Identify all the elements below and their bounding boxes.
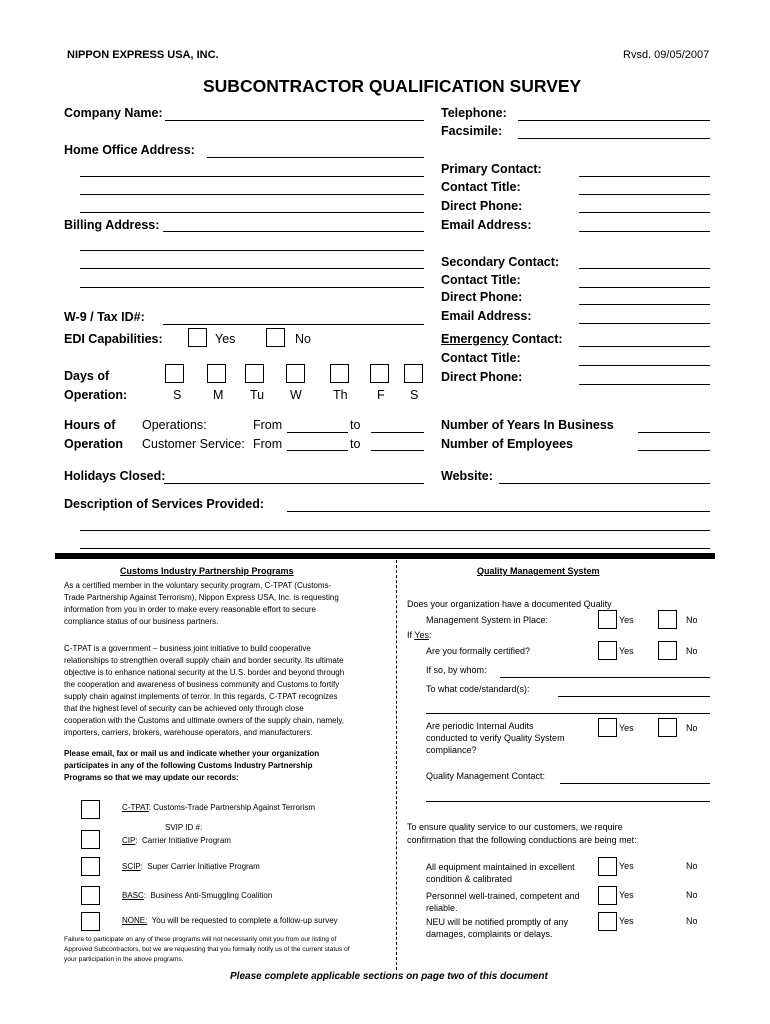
day-label-s: S xyxy=(173,388,182,402)
days-label-1: Days of xyxy=(64,369,110,383)
company-name-input[interactable] xyxy=(165,120,424,121)
if-yes-word: Yes xyxy=(414,630,430,640)
number-of-employees-label: Number of Employees xyxy=(441,437,573,451)
primary-contact-title-label: Contact Title: xyxy=(441,180,521,194)
condition-3-line2: damages, complaints or delays. xyxy=(426,929,553,939)
ensure-text-1: To ensure quality service to our customers, we require xyxy=(407,822,623,832)
secondary-contact-title-input[interactable] xyxy=(579,287,710,288)
ctpat-text-4: the cooperation and awareness of business community and Customs to fortify xyxy=(64,680,340,689)
condition-3-line1: NEU will be notified promptly of any xyxy=(426,917,569,927)
section-divider xyxy=(55,553,715,559)
years-in-business-input[interactable] xyxy=(638,432,710,433)
none-desc: You will be requested to complete a follow-up survey xyxy=(147,916,338,925)
customs-intro-2: Trade Partnership Against Terrorism), Nippon Express USA, Inc. is requesting xyxy=(64,593,339,602)
code-standard-input[interactable] xyxy=(558,696,710,697)
customs-footnote-2: Approved Subcontractors, but we are requesting that you formally notify us of the current status of xyxy=(64,946,350,953)
billing-address-line-4[interactable] xyxy=(80,287,424,288)
column-divider xyxy=(396,560,397,970)
q1-yes-label: Yes xyxy=(619,615,634,625)
ctpat-text-8: importers, carriers, brokers, warehouse operators, and manufacturers. xyxy=(64,728,313,737)
secondary-direct-phone-input[interactable] xyxy=(579,304,710,305)
scip-program xyxy=(122,861,260,872)
day-friday-checkbox[interactable] xyxy=(370,364,389,383)
description-services-label: Description of Services Provided: xyxy=(64,497,265,511)
day-label-f: F xyxy=(377,388,385,402)
q2-yes-checkbox[interactable] xyxy=(598,641,617,660)
day-label-m: M xyxy=(213,388,224,402)
emergency-contact-label xyxy=(441,332,563,346)
quality-contact-input[interactable] xyxy=(560,783,710,784)
emergency-direct-phone-input[interactable] xyxy=(579,384,710,385)
home-office-address-line-3[interactable] xyxy=(80,194,424,195)
if-yes-prefix: If xyxy=(407,630,415,640)
telephone-label: Telephone: xyxy=(441,106,507,120)
website-input[interactable] xyxy=(499,483,710,484)
operations-label: Operations: xyxy=(142,418,207,432)
operations-from-label: From xyxy=(253,418,283,432)
basc-program xyxy=(122,890,272,901)
c2-no-label: No xyxy=(686,890,698,900)
home-office-address-label: Home Office Address: xyxy=(64,143,195,157)
primary-email-label: Email Address: xyxy=(441,218,532,232)
years-in-business-label: Number of Years In Business xyxy=(441,418,614,432)
edi-no-checkbox[interactable] xyxy=(266,328,285,347)
emergency-contact-title-input[interactable] xyxy=(579,365,710,366)
day-sunday-checkbox[interactable] xyxy=(165,364,184,383)
quality-q1-line2: Management System in Place: xyxy=(426,615,549,625)
ensure-text-2: confirmation that the following conductions are being met: xyxy=(407,835,637,845)
edi-yes-checkbox[interactable] xyxy=(188,328,207,347)
q5-yes-checkbox[interactable] xyxy=(598,718,617,737)
emergency-contact-word: Contact: xyxy=(508,332,563,346)
quality-contact-line-2[interactable] xyxy=(426,801,710,802)
q1-yes-checkbox[interactable] xyxy=(598,610,617,629)
edi-no-label: No xyxy=(295,332,311,346)
basc-checkbox[interactable] xyxy=(81,886,100,905)
primary-contact-label: Primary Contact: xyxy=(441,162,542,176)
if-yes-label xyxy=(407,630,432,640)
quality-q6: Quality Management Contact: xyxy=(426,771,546,781)
customer-service-from-input[interactable] xyxy=(287,450,348,451)
condition-1-line1: All equipment maintained in excellent xyxy=(426,862,575,872)
secondary-contact-input[interactable] xyxy=(579,268,710,269)
none-code: NONE: xyxy=(122,916,148,925)
q2-yes-label: Yes xyxy=(619,646,634,656)
day-label-th: Th xyxy=(333,388,348,402)
cip-program xyxy=(122,835,231,846)
billing-address-label: Billing Address: xyxy=(64,218,160,232)
q1-no-checkbox[interactable] xyxy=(658,610,677,629)
code-standard-line-2[interactable] xyxy=(426,713,710,714)
primary-contact-input[interactable] xyxy=(579,176,710,177)
q5-yes-label: Yes xyxy=(619,723,634,733)
c3-yes-checkbox[interactable] xyxy=(598,912,617,931)
holidays-closed-label: Holidays Closed: xyxy=(64,469,166,483)
ctpat-text-1: C-TPAT is a government – business joint initiative to build cooperative xyxy=(64,644,311,653)
none-checkbox[interactable] xyxy=(81,912,100,931)
company-header: NIPPON EXPRESS USA, INC. xyxy=(67,49,219,61)
ctpat-text-6: that the highest level of security can be achieved only through close xyxy=(64,704,304,713)
c3-no-label: No xyxy=(686,916,698,926)
secondary-contact-label: Secondary Contact: xyxy=(441,255,560,269)
customs-intro-4: compliance status of our business partners. xyxy=(64,617,219,626)
customer-service-from-label: From xyxy=(253,437,283,451)
cip-checkbox[interactable] xyxy=(81,830,100,849)
holidays-closed-input[interactable] xyxy=(164,483,424,484)
customs-intro-3: information from you in order to make every reasonable effort to secure xyxy=(64,605,316,614)
billing-address-line-2[interactable] xyxy=(80,250,424,251)
q5-no-checkbox[interactable] xyxy=(658,718,677,737)
if-yes-suffix: : xyxy=(429,630,432,640)
tax-id-input[interactable] xyxy=(163,324,424,325)
secondary-email-input[interactable] xyxy=(579,323,710,324)
quality-q4: To what code/standard(s): xyxy=(426,684,530,694)
quality-q5-1: Are periodic Internal Audits xyxy=(426,721,534,731)
customs-intro-1: As a certified member in the voluntary security program, C-TPAT (Customs- xyxy=(64,581,332,590)
facsimile-input[interactable] xyxy=(518,138,710,139)
days-label-2: Operation: xyxy=(64,388,128,402)
website-label: Website: xyxy=(441,469,493,483)
customs-request-2: participates in any of the following Customs Industry Partnership xyxy=(64,761,313,770)
cip-code: CIP xyxy=(122,836,136,845)
c2-yes-checkbox[interactable] xyxy=(598,886,617,905)
none-program xyxy=(122,915,338,926)
scip-desc: : Super Carrier Initiative Program xyxy=(140,862,260,871)
condition-2-line2: reliable. xyxy=(426,903,458,913)
ctpat-code: C-TPAT xyxy=(122,803,149,812)
day-tuesday-checkbox[interactable] xyxy=(245,364,264,383)
description-services-input[interactable] xyxy=(287,511,710,512)
scip-checkbox[interactable] xyxy=(81,857,100,876)
quality-q5-3: compliance? xyxy=(426,745,477,755)
customs-heading: Customs Industry Partnership Programs xyxy=(120,566,294,576)
primary-direct-phone-input[interactable] xyxy=(579,212,710,213)
c3-yes-label: Yes xyxy=(619,916,634,926)
ctpat-program xyxy=(122,802,315,813)
home-office-address-input[interactable] xyxy=(207,157,424,158)
primary-email-input[interactable] xyxy=(579,231,710,232)
basc-code: BASC xyxy=(122,891,144,900)
day-thursday-checkbox[interactable] xyxy=(330,364,349,383)
company-name-label: Company Name: xyxy=(64,106,163,120)
quality-q2: Are you formally certified? xyxy=(426,646,531,656)
q2-no-checkbox[interactable] xyxy=(658,641,677,660)
customer-service-to-input[interactable] xyxy=(371,450,424,451)
emergency-contact-title-label: Contact Title: xyxy=(441,351,521,365)
quality-heading: Quality Management System xyxy=(477,566,600,576)
primary-direct-phone-label: Direct Phone: xyxy=(441,199,523,213)
billing-address-line-3[interactable] xyxy=(80,268,424,269)
secondary-email-label: Email Address: xyxy=(441,309,532,323)
quality-q3: If so, by whom: xyxy=(426,665,487,675)
condition-1-line2: condition & calibrated xyxy=(426,874,513,884)
customs-footnote-1: Failure to participate on any of these programs will not necessarily omit you from our listing of xyxy=(64,936,337,943)
quality-q5-2: conducted to verify Quality System xyxy=(426,733,565,743)
ctpat-text-3: objective is to enhance national security at the U.S. border and beyond through xyxy=(64,668,345,677)
c1-yes-label: Yes xyxy=(619,861,634,871)
tax-id-label: W-9 / Tax ID#: xyxy=(64,310,145,324)
number-of-employees-input[interactable] xyxy=(638,450,710,451)
q2-no-label: No xyxy=(686,646,698,656)
customer-service-label: Customer Service: xyxy=(142,437,245,451)
svip-label: SVIP ID #: xyxy=(165,823,203,832)
certified-by-input[interactable] xyxy=(500,677,710,678)
description-services-line-3[interactable] xyxy=(80,548,710,549)
c1-no-label: No xyxy=(686,861,698,871)
day-label-tu: Tu xyxy=(250,388,265,402)
billing-address-input[interactable] xyxy=(163,231,424,232)
c2-yes-label: Yes xyxy=(619,890,634,900)
customer-service-to-label: to xyxy=(350,437,361,451)
cip-desc: : Carrier Initiative Program xyxy=(135,836,231,845)
edi-capabilities-label: EDI Capabilities: xyxy=(64,332,163,346)
telephone-input[interactable] xyxy=(518,120,710,121)
ctpat-checkbox[interactable] xyxy=(81,800,100,819)
c1-yes-checkbox[interactable] xyxy=(598,857,617,876)
q1-no-label: No xyxy=(686,615,698,625)
day-label-w: W xyxy=(290,388,302,402)
ctpat-text-7: cooperation with the Customs and ultimate owners of the supply chain, namely, xyxy=(64,716,344,725)
ctpat-text-2: relationships to strengthen overall supply chain and border security. Its ultimate xyxy=(64,656,344,665)
day-saturday-checkbox[interactable] xyxy=(404,364,423,383)
operations-from-input[interactable] xyxy=(287,432,348,433)
operations-to-input[interactable] xyxy=(371,432,424,433)
operations-to-label: to xyxy=(350,418,361,432)
facsimile-label: Facsimile: xyxy=(441,124,503,138)
hours-label-1: Hours of xyxy=(64,418,116,432)
day-label-s2: S xyxy=(410,388,419,402)
quality-q1-line1: Does your organization have a documented Quality xyxy=(407,599,612,609)
emergency-word: Emergency xyxy=(441,332,509,346)
day-monday-checkbox[interactable] xyxy=(207,364,226,383)
primary-contact-title-input[interactable] xyxy=(579,194,710,195)
footer-note: Please complete applicable sections on page two of this document xyxy=(230,971,548,982)
page-title: SUBCONTRACTOR QUALIFICATION SURVEY xyxy=(203,76,582,96)
q5-no-label: No xyxy=(686,723,698,733)
customs-footnote-3: your participation in the above programs. xyxy=(64,956,184,963)
home-office-address-line-2[interactable] xyxy=(80,176,424,177)
customs-request-3: Programs so that we may update our records: xyxy=(64,773,239,782)
emergency-contact-input[interactable] xyxy=(579,346,710,347)
description-services-line-2[interactable] xyxy=(80,530,710,531)
scip-code: SCIP xyxy=(122,862,141,871)
ctpat-desc: : Customs-Trade Partnership Against Terrorism xyxy=(148,803,316,812)
ctpat-text-5: supply chain against implements of terror. In this regards, C-TPAT recognizes xyxy=(64,692,338,701)
edi-yes-label: Yes xyxy=(215,332,236,346)
customs-request-1: Please email, fax or mail us and indicate whether your organization xyxy=(64,749,320,758)
secondary-direct-phone-label: Direct Phone: xyxy=(441,290,523,304)
condition-2-line1: Personnel well-trained, competent and xyxy=(426,891,580,901)
day-wednesday-checkbox[interactable] xyxy=(286,364,305,383)
basc-desc: : Business Anti-Smuggling Coalition xyxy=(143,891,273,900)
hours-label-2: Operation xyxy=(64,437,124,451)
home-office-address-line-4[interactable] xyxy=(80,212,424,213)
emergency-direct-phone-label: Direct Phone: xyxy=(441,370,523,384)
revision-date: Rvsd. 09/05/2007 xyxy=(623,49,710,61)
secondary-contact-title-label: Contact Title: xyxy=(441,273,521,287)
